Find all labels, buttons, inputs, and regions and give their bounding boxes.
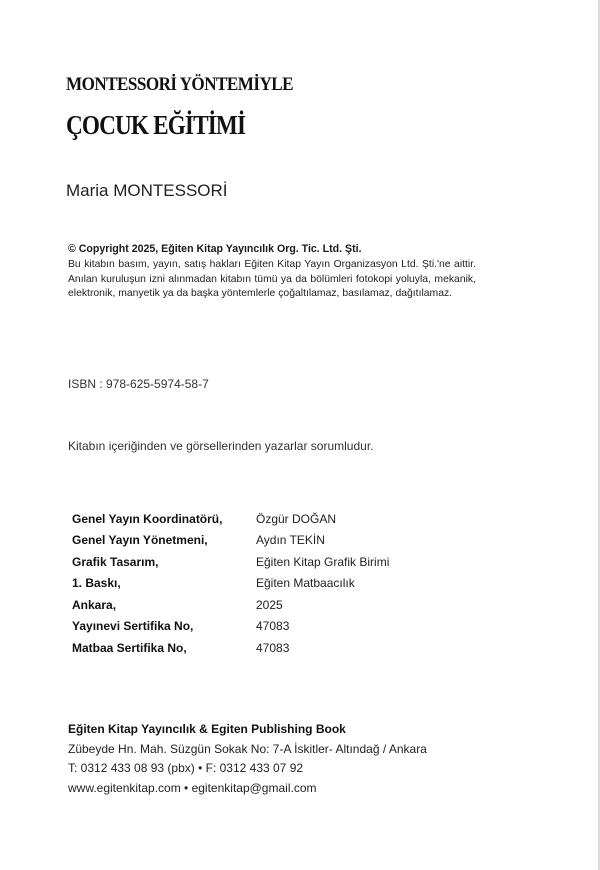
- credit-row: [72, 551, 389, 573]
- credit-row: [72, 530, 389, 552]
- credit-label: Yayınevi Sertifika No,: [72, 619, 194, 634]
- credit-row: [72, 637, 389, 659]
- credit-value: 47083: [256, 640, 290, 655]
- credit-label: Grafik Tasarım,: [72, 554, 159, 569]
- credit-row: [72, 594, 389, 616]
- credit-value: 2025: [256, 597, 283, 612]
- credit-label: Ankara,: [72, 597, 117, 612]
- publisher-block: [68, 720, 427, 798]
- copyright-block: [68, 243, 476, 302]
- credit-row: [72, 616, 389, 638]
- copyright-notice: Bu kitabın basım, yayın, satış hakları Eğiten Kitap Yayın Organizasyon Ltd. Şti.'ne aittir. Anılan kuruluşun izni alınmadan kitabın tümü ya da bölümleri fotokopi yoluyla, mekanik, elektronik, manyetik ya da başka yöntemlerle çoğaltılamaz, basılamaz, dağıtılamaz.: [68, 259, 476, 299]
- publisher-phone: T: 0312 433 08 93 (pbx) • F: 0312 433 07 92: [68, 761, 304, 775]
- credit-label: Matbaa Sertifika No,: [72, 640, 187, 655]
- credit-value: Eğiten Matbaacılık: [256, 576, 355, 591]
- book-title-line-1: MONTESSORİ YÖNTEMİYLE: [66, 74, 293, 95]
- credit-value: Aydın TEKİN: [256, 533, 325, 548]
- book-title-line-2: ÇOCUK EĞİTİMİ: [66, 110, 246, 140]
- isbn: ISBN : 978-625-5974-58-7: [68, 377, 209, 391]
- author-name: Maria MONTESSORİ: [66, 181, 228, 200]
- credit-row: [72, 508, 389, 530]
- credit-label: 1. Baskı,: [72, 576, 121, 591]
- credit-value: 47083: [256, 619, 290, 634]
- credit-label: Genel Yayın Koordinatörü,: [72, 511, 223, 526]
- credits-table: [72, 508, 389, 659]
- credit-row: [72, 573, 389, 595]
- publisher-address: Zübeyde Hn. Mah. Süzgün Sokak No: 7-A İskitler- Altındağ / Ankara: [68, 741, 427, 756]
- copyright-title: © Copyright 2025, Eğiten Kitap Yayıncılık Org. Tic. Ltd. Şti.: [68, 243, 362, 255]
- credit-label: Genel Yayın Yönetmeni,: [72, 533, 208, 548]
- responsibility-note: Kitabın içeriğinden ve görsellerinden yazarlar sorumludur.: [68, 439, 374, 453]
- publisher-name: Eğiten Kitap Yayıncılık & Egiten Publishing Book: [68, 722, 346, 736]
- credit-value: Eğiten Kitap Grafik Birimi: [256, 554, 390, 569]
- credit-value: Özgür DOĞAN: [256, 511, 337, 526]
- publisher-web: www.egitenkitap.com • egitenkitap@gmail.com: [68, 780, 317, 795]
